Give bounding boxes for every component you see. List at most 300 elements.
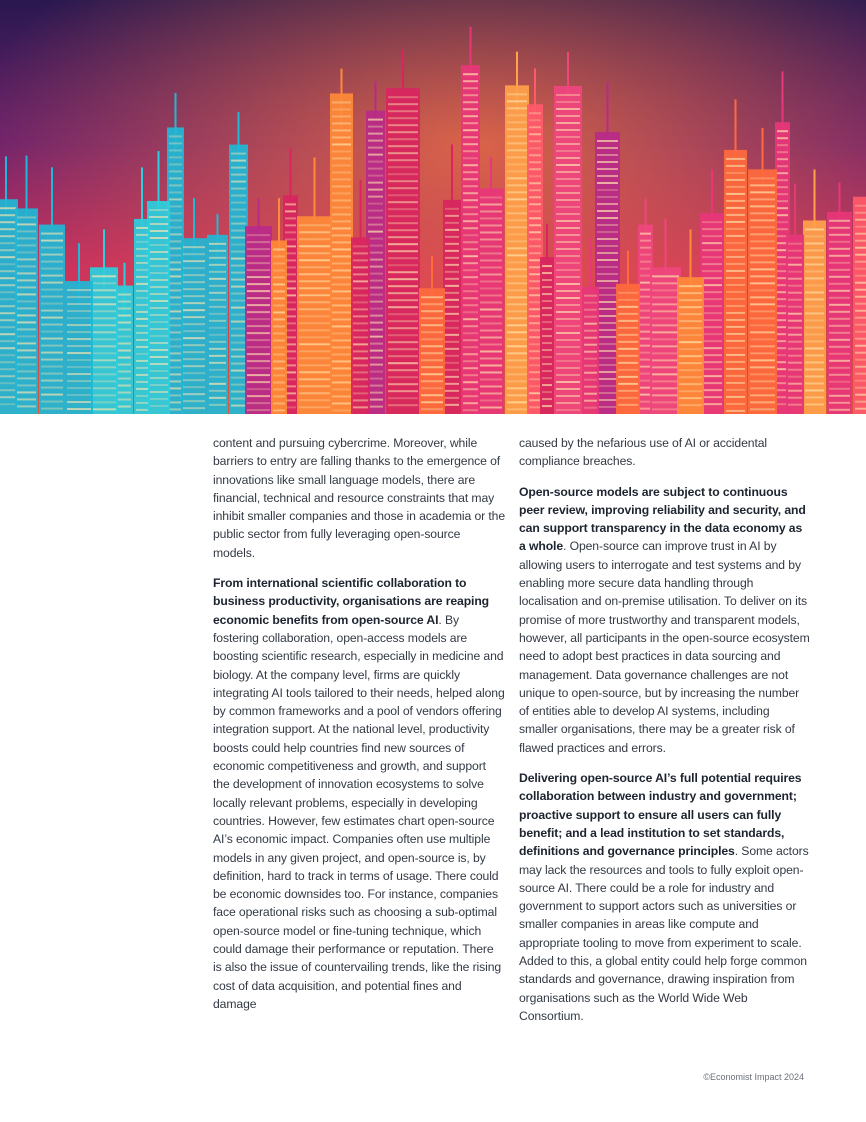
window-row-shape bbox=[556, 94, 580, 96]
window-row-shape bbox=[529, 406, 541, 408]
window-row-shape bbox=[388, 264, 418, 266]
window-row-shape bbox=[169, 296, 182, 298]
window-row-shape bbox=[556, 157, 580, 159]
window-row-shape bbox=[332, 318, 351, 320]
window-row-shape bbox=[556, 122, 580, 124]
window-row-shape bbox=[750, 261, 775, 263]
window-row-shape bbox=[299, 231, 330, 233]
window-row-shape bbox=[169, 212, 182, 214]
window-row-shape bbox=[750, 233, 775, 235]
window-row-shape bbox=[788, 243, 802, 245]
window-row-shape bbox=[652, 366, 679, 368]
window-row-shape bbox=[750, 247, 775, 249]
window-row-shape bbox=[463, 395, 478, 397]
window-row-shape bbox=[92, 303, 116, 305]
window-row-shape bbox=[388, 180, 418, 182]
window-row-shape bbox=[726, 382, 745, 384]
window-row-shape bbox=[353, 357, 368, 359]
skyscraper-shape bbox=[351, 237, 370, 414]
window-row-shape bbox=[332, 262, 351, 264]
window-row-shape bbox=[750, 226, 775, 228]
window-row-shape bbox=[529, 371, 541, 373]
window-row-shape bbox=[480, 273, 502, 275]
window-row-shape bbox=[556, 325, 580, 327]
window-row-shape bbox=[480, 357, 502, 359]
window-row-shape bbox=[118, 343, 131, 345]
window-row-shape bbox=[231, 314, 246, 316]
window-row-shape bbox=[149, 223, 168, 225]
window-row-shape bbox=[480, 329, 502, 331]
window-row-shape bbox=[332, 297, 351, 299]
window-row-shape bbox=[421, 401, 443, 403]
window-row-shape bbox=[368, 259, 383, 261]
window-row-shape bbox=[529, 287, 541, 289]
window-row-shape bbox=[463, 381, 478, 383]
window-row-shape bbox=[17, 370, 36, 372]
window-row-shape bbox=[805, 284, 824, 286]
window-row-shape bbox=[332, 150, 351, 152]
window-row-shape bbox=[529, 147, 541, 149]
skyscraper-spire-shape bbox=[711, 170, 713, 230]
window-row-shape bbox=[640, 373, 651, 375]
window-row-shape bbox=[273, 360, 285, 362]
window-row-shape bbox=[679, 376, 702, 378]
window-row-shape bbox=[463, 388, 478, 390]
window-row-shape bbox=[149, 356, 168, 358]
window-row-shape bbox=[231, 209, 246, 211]
window-row-shape bbox=[388, 292, 418, 294]
window-row-shape bbox=[463, 325, 478, 327]
window-row-shape bbox=[169, 310, 182, 312]
window-row-shape bbox=[209, 257, 226, 259]
skyscraper-spire-shape bbox=[839, 182, 841, 242]
window-row-shape bbox=[209, 348, 226, 350]
window-row-shape bbox=[542, 328, 552, 330]
window-row-shape bbox=[788, 362, 802, 364]
window-row-shape bbox=[368, 406, 383, 408]
window-row-shape bbox=[388, 383, 418, 385]
window-row-shape bbox=[777, 214, 788, 216]
window-row-shape bbox=[209, 320, 226, 322]
window-row-shape bbox=[231, 384, 246, 386]
window-row-shape bbox=[92, 338, 116, 340]
window-row-shape bbox=[353, 399, 368, 401]
window-row-shape bbox=[652, 359, 679, 361]
window-row-shape bbox=[247, 269, 270, 271]
window-row-shape bbox=[618, 383, 638, 385]
window-row-shape bbox=[388, 124, 418, 126]
window-row-shape bbox=[750, 310, 775, 312]
window-row-shape bbox=[542, 391, 552, 393]
window-row-shape bbox=[750, 387, 775, 389]
window-row-shape bbox=[41, 317, 63, 319]
window-row-shape bbox=[231, 223, 246, 225]
window-row-shape bbox=[332, 367, 351, 369]
window-row-shape bbox=[750, 408, 775, 410]
window-row-shape bbox=[353, 266, 368, 268]
window-row-shape bbox=[855, 408, 866, 410]
window-row-shape bbox=[788, 376, 802, 378]
window-row-shape bbox=[445, 229, 459, 231]
window-row-shape bbox=[855, 296, 866, 298]
window-row-shape bbox=[726, 158, 745, 160]
window-row-shape bbox=[41, 373, 63, 375]
window-row-shape bbox=[231, 181, 246, 183]
window-row-shape bbox=[299, 301, 330, 303]
window-row-shape bbox=[855, 331, 866, 333]
window-row-shape bbox=[273, 381, 285, 383]
skyscraper-spire-shape bbox=[360, 180, 362, 240]
window-row-shape bbox=[556, 255, 580, 257]
window-row-shape bbox=[855, 338, 866, 340]
window-row-shape bbox=[584, 358, 597, 360]
window-row-shape bbox=[0, 305, 16, 307]
window-row-shape bbox=[421, 324, 443, 326]
window-row-shape bbox=[829, 409, 850, 411]
window-row-shape bbox=[368, 385, 383, 387]
window-row-shape bbox=[480, 196, 502, 198]
window-row-shape bbox=[388, 110, 418, 112]
window-row-shape bbox=[332, 234, 351, 236]
window-row-shape bbox=[463, 234, 478, 236]
window-row-shape bbox=[463, 318, 478, 320]
window-row-shape bbox=[368, 224, 383, 226]
window-row-shape bbox=[332, 164, 351, 166]
window-row-shape bbox=[584, 372, 597, 374]
window-row-shape bbox=[829, 248, 850, 250]
window-row-shape bbox=[41, 324, 63, 326]
window-row-shape bbox=[640, 240, 651, 242]
window-row-shape bbox=[332, 283, 351, 285]
window-row-shape bbox=[169, 142, 182, 144]
window-row-shape bbox=[480, 371, 502, 373]
window-row-shape bbox=[507, 191, 527, 193]
window-row-shape bbox=[726, 396, 745, 398]
window-row-shape bbox=[584, 337, 597, 339]
window-row-shape bbox=[679, 320, 702, 322]
window-row-shape bbox=[597, 266, 618, 268]
window-row-shape bbox=[149, 251, 168, 253]
window-row-shape bbox=[679, 327, 702, 329]
window-row-shape bbox=[231, 328, 246, 330]
window-row-shape bbox=[829, 304, 850, 306]
window-row-shape bbox=[247, 262, 270, 264]
window-row-shape bbox=[726, 284, 745, 286]
window-row-shape bbox=[640, 268, 651, 270]
window-row-shape bbox=[92, 352, 116, 354]
window-row-shape bbox=[332, 206, 351, 208]
window-row-shape bbox=[702, 256, 722, 258]
window-row-shape bbox=[183, 386, 205, 388]
window-row-shape bbox=[507, 163, 527, 165]
window-row-shape bbox=[368, 196, 383, 198]
window-row-shape bbox=[421, 394, 443, 396]
window-row-shape bbox=[556, 206, 580, 208]
window-row-shape bbox=[299, 357, 330, 359]
window-row-shape bbox=[118, 357, 131, 359]
window-row-shape bbox=[247, 339, 270, 341]
window-row-shape bbox=[777, 207, 788, 209]
window-row-shape bbox=[0, 207, 16, 209]
window-row-shape bbox=[788, 313, 802, 315]
window-row-shape bbox=[529, 154, 541, 156]
skyscraper-spire-shape bbox=[402, 50, 404, 110]
window-row-shape bbox=[855, 282, 866, 284]
window-row-shape bbox=[529, 231, 541, 233]
window-row-shape bbox=[463, 339, 478, 341]
window-row-shape bbox=[67, 324, 91, 326]
window-row-shape bbox=[118, 399, 131, 401]
window-row-shape bbox=[332, 276, 351, 278]
window-row-shape bbox=[480, 385, 502, 387]
window-row-shape bbox=[67, 296, 91, 298]
skyscraper-spire-shape bbox=[158, 151, 160, 211]
window-row-shape bbox=[231, 405, 246, 407]
window-row-shape bbox=[556, 185, 580, 187]
window-row-shape bbox=[855, 324, 866, 326]
window-row-shape bbox=[556, 108, 580, 110]
window-row-shape bbox=[17, 363, 36, 365]
window-row-shape bbox=[507, 135, 527, 137]
window-row-shape bbox=[247, 241, 270, 243]
window-row-shape bbox=[788, 285, 802, 287]
window-row-shape bbox=[17, 216, 36, 218]
window-row-shape bbox=[247, 311, 270, 313]
window-row-shape bbox=[388, 397, 418, 399]
window-row-shape bbox=[273, 409, 285, 411]
window-row-shape bbox=[299, 273, 330, 275]
window-row-shape bbox=[41, 331, 63, 333]
window-row-shape bbox=[17, 321, 36, 323]
skyscraper-spire-shape bbox=[51, 167, 53, 227]
window-row-shape bbox=[273, 276, 285, 278]
window-row-shape bbox=[529, 399, 541, 401]
window-row-shape bbox=[556, 269, 580, 271]
window-row-shape bbox=[67, 303, 91, 305]
window-row-shape bbox=[805, 403, 824, 405]
window-row-shape bbox=[463, 283, 478, 285]
window-row-shape bbox=[67, 317, 91, 319]
window-row-shape bbox=[92, 310, 116, 312]
window-row-shape bbox=[788, 278, 802, 280]
city-skyline-illustration bbox=[0, 0, 866, 414]
window-row-shape bbox=[92, 359, 116, 361]
window-row-shape bbox=[169, 401, 182, 403]
window-row-shape bbox=[445, 404, 459, 406]
window-row-shape bbox=[231, 272, 246, 274]
window-row-shape bbox=[209, 285, 226, 287]
window-row-shape bbox=[679, 292, 702, 294]
window-row-shape bbox=[41, 268, 63, 270]
window-row-shape bbox=[368, 266, 383, 268]
window-row-shape bbox=[463, 185, 478, 187]
window-row-shape bbox=[855, 401, 866, 403]
window-row-shape bbox=[542, 272, 552, 274]
window-row-shape bbox=[149, 363, 168, 365]
window-row-shape bbox=[353, 371, 368, 373]
window-row-shape bbox=[41, 359, 63, 361]
window-row-shape bbox=[17, 391, 36, 393]
window-row-shape bbox=[353, 322, 368, 324]
window-row-shape bbox=[368, 322, 383, 324]
window-row-shape bbox=[777, 221, 788, 223]
window-row-shape bbox=[640, 394, 651, 396]
window-row-shape bbox=[149, 265, 168, 267]
window-row-shape bbox=[805, 319, 824, 321]
window-row-shape bbox=[855, 303, 866, 305]
window-row-shape bbox=[855, 345, 866, 347]
window-row-shape bbox=[353, 245, 368, 247]
window-row-shape bbox=[507, 289, 527, 291]
window-row-shape bbox=[169, 338, 182, 340]
window-row-shape bbox=[788, 390, 802, 392]
skyscraper-spire-shape bbox=[103, 229, 105, 289]
window-row-shape bbox=[702, 242, 722, 244]
window-row-shape bbox=[368, 126, 383, 128]
window-row-shape bbox=[0, 389, 16, 391]
window-row-shape bbox=[597, 168, 618, 170]
window-row-shape bbox=[556, 192, 580, 194]
window-row-shape bbox=[136, 248, 148, 250]
skyscraper-spire-shape bbox=[124, 263, 126, 323]
window-row-shape bbox=[679, 348, 702, 350]
skyscraper-spire-shape bbox=[141, 167, 143, 227]
window-row-shape bbox=[507, 359, 527, 361]
window-row-shape bbox=[353, 294, 368, 296]
window-row-shape bbox=[388, 355, 418, 357]
window-row-shape bbox=[169, 233, 182, 235]
window-row-shape bbox=[388, 306, 418, 308]
window-row-shape bbox=[92, 387, 116, 389]
window-row-shape bbox=[726, 256, 745, 258]
window-row-shape bbox=[702, 249, 722, 251]
window-row-shape bbox=[299, 294, 330, 296]
window-row-shape bbox=[640, 401, 651, 403]
window-row-shape bbox=[702, 396, 722, 398]
window-row-shape bbox=[777, 172, 788, 174]
window-row-shape bbox=[332, 346, 351, 348]
window-row-shape bbox=[183, 281, 205, 283]
window-row-shape bbox=[556, 143, 580, 145]
window-row-shape bbox=[41, 261, 63, 263]
window-row-shape bbox=[209, 362, 226, 364]
window-row-shape bbox=[353, 343, 368, 345]
window-row-shape bbox=[463, 94, 478, 96]
window-row-shape bbox=[702, 305, 722, 307]
window-row-shape bbox=[618, 292, 638, 294]
window-row-shape bbox=[702, 270, 722, 272]
window-row-shape bbox=[726, 319, 745, 321]
window-row-shape bbox=[726, 249, 745, 251]
skyscraper-spire-shape bbox=[627, 251, 629, 311]
window-row-shape bbox=[67, 366, 91, 368]
window-row-shape bbox=[829, 255, 850, 257]
window-row-shape bbox=[17, 405, 36, 407]
window-row-shape bbox=[584, 386, 597, 388]
window-row-shape bbox=[597, 140, 618, 142]
window-row-shape bbox=[855, 289, 866, 291]
window-row-shape bbox=[652, 401, 679, 403]
window-row-shape bbox=[273, 353, 285, 355]
window-row-shape bbox=[17, 258, 36, 260]
window-row-shape bbox=[597, 280, 618, 282]
window-row-shape bbox=[136, 402, 148, 404]
window-row-shape bbox=[597, 147, 618, 149]
window-row-shape bbox=[231, 293, 246, 295]
window-row-shape bbox=[149, 237, 168, 239]
window-row-shape bbox=[368, 364, 383, 366]
window-row-shape bbox=[618, 362, 638, 364]
window-row-shape bbox=[618, 397, 638, 399]
window-row-shape bbox=[750, 401, 775, 403]
window-row-shape bbox=[726, 263, 745, 265]
window-row-shape bbox=[0, 312, 16, 314]
window-row-shape bbox=[209, 313, 226, 315]
window-row-shape bbox=[0, 284, 16, 286]
window-row-shape bbox=[445, 257, 459, 259]
window-row-shape bbox=[136, 234, 148, 236]
window-row-shape bbox=[829, 297, 850, 299]
window-row-shape bbox=[805, 291, 824, 293]
window-row-shape bbox=[41, 338, 63, 340]
window-row-shape bbox=[273, 374, 285, 376]
window-row-shape bbox=[388, 187, 418, 189]
window-row-shape bbox=[529, 217, 541, 219]
window-row-shape bbox=[788, 327, 802, 329]
window-row-shape bbox=[388, 334, 418, 336]
window-row-shape bbox=[556, 304, 580, 306]
window-row-shape bbox=[463, 101, 478, 103]
window-row-shape bbox=[597, 203, 618, 205]
window-row-shape bbox=[726, 340, 745, 342]
window-row-shape bbox=[169, 380, 182, 382]
skyscraper-shape bbox=[505, 85, 529, 414]
window-row-shape bbox=[299, 392, 330, 394]
window-row-shape bbox=[529, 378, 541, 380]
window-row-shape bbox=[118, 322, 131, 324]
window-row-shape bbox=[640, 247, 651, 249]
window-row-shape bbox=[285, 217, 296, 219]
window-row-shape bbox=[829, 395, 850, 397]
window-row-shape bbox=[618, 341, 638, 343]
window-row-shape bbox=[285, 210, 296, 212]
window-row-shape bbox=[149, 244, 168, 246]
window-row-shape bbox=[805, 354, 824, 356]
window-row-shape bbox=[507, 212, 527, 214]
window-row-shape bbox=[388, 278, 418, 280]
window-row-shape bbox=[332, 248, 351, 250]
paragraph-cybercrime-barriers: content and pursuing cybercrime. Moreover, while barriers to entry are falling thanks to the emergence of innovations like small language models, there are financial, technical and resource constraints that may inhibit smaller companies and those in academia or the public sector from fully leveraging open-source models. bbox=[213, 436, 506, 560]
skyscraper-shape bbox=[39, 225, 65, 414]
window-row-shape bbox=[702, 382, 722, 384]
window-row-shape bbox=[618, 404, 638, 406]
window-row-shape bbox=[353, 406, 368, 408]
window-row-shape bbox=[750, 282, 775, 284]
window-row-shape bbox=[679, 390, 702, 392]
window-row-shape bbox=[231, 153, 246, 155]
window-row-shape bbox=[829, 220, 850, 222]
window-row-shape bbox=[777, 151, 788, 153]
window-row-shape bbox=[542, 265, 552, 267]
window-row-shape bbox=[640, 408, 651, 410]
window-row-shape bbox=[209, 390, 226, 392]
window-row-shape bbox=[231, 174, 246, 176]
window-row-shape bbox=[92, 331, 116, 333]
window-row-shape bbox=[597, 364, 618, 366]
window-row-shape bbox=[750, 345, 775, 347]
window-row-shape bbox=[149, 230, 168, 232]
window-row-shape bbox=[0, 368, 16, 370]
